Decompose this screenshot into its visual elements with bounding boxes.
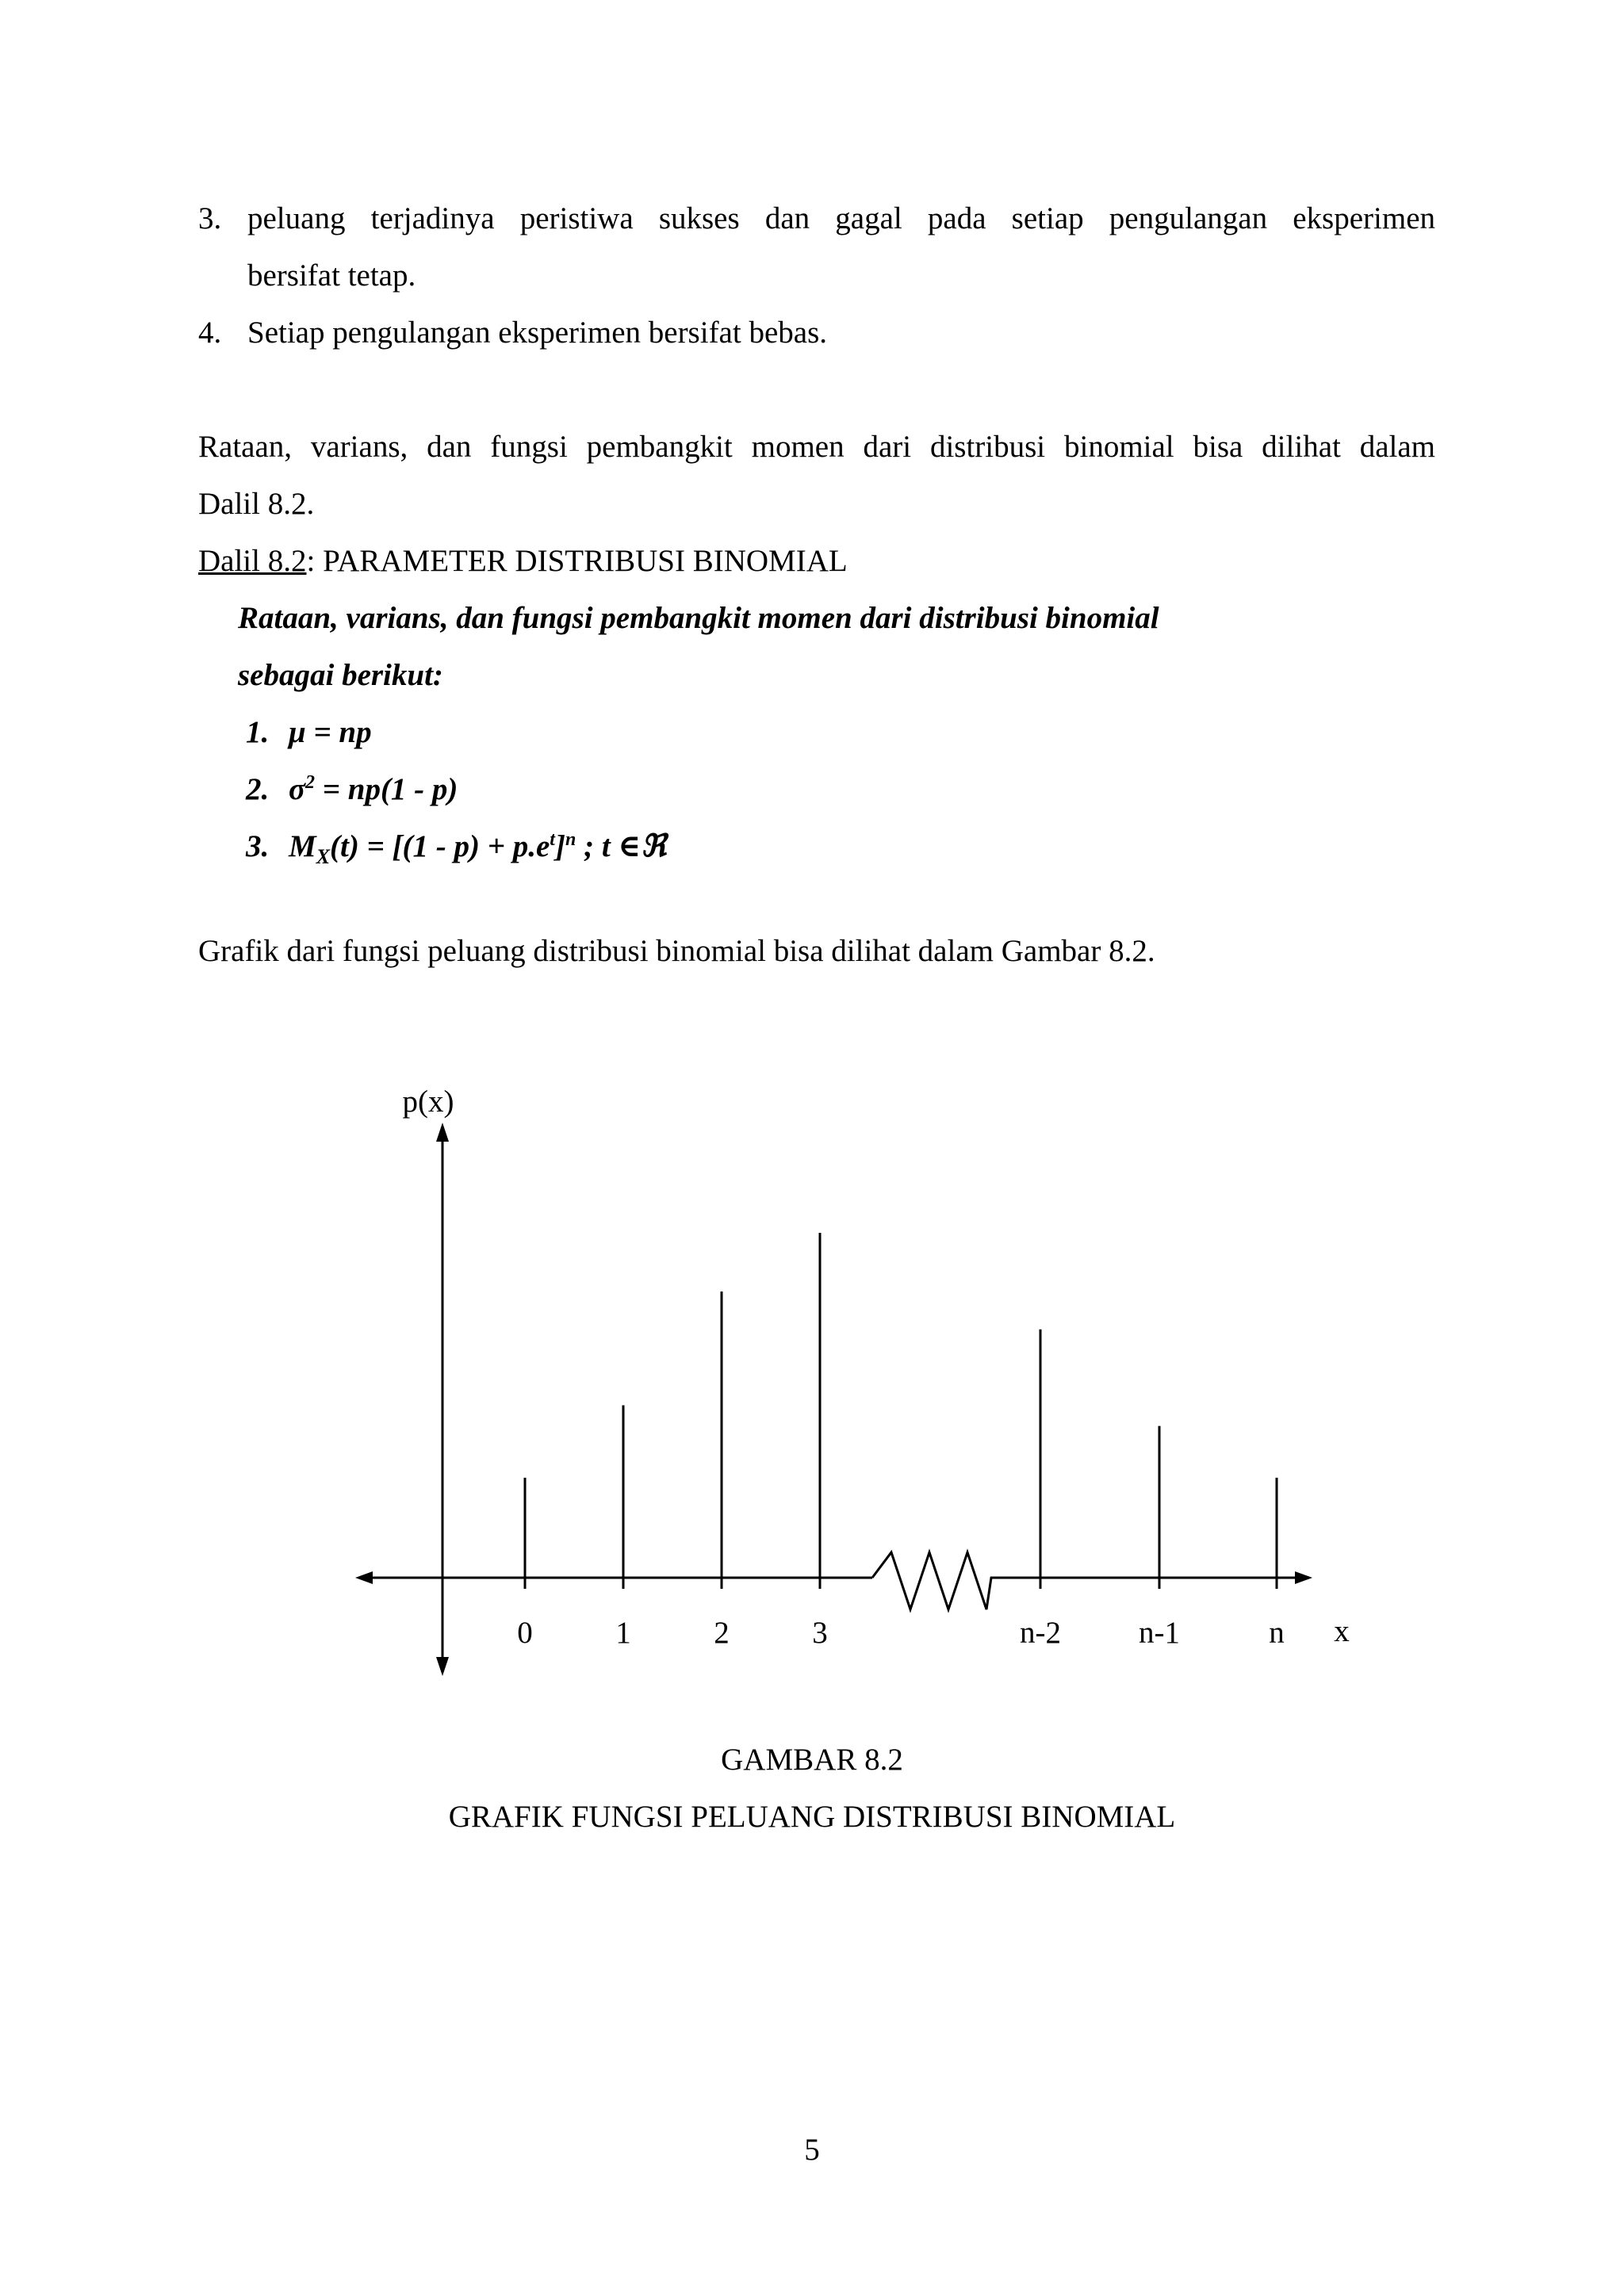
formula-variance [246,761,458,818]
chart-bars [525,1233,1277,1578]
x-tick-label: n [1269,1616,1285,1650]
formula-text: = np(1 - p) [315,772,458,806]
x-axis-label: x [1334,1614,1350,1648]
x-tick-label: n-2 [1020,1616,1061,1650]
subscript: X [316,844,331,868]
sigma-symbol: σ [289,772,306,806]
formula-text: M [289,829,316,863]
paragraph-line: Rataan, varians, dan fungsi pembangkit momen dari distribusi binomial bisa dilihat dalam [198,430,1435,464]
x-tick-label: 0 [517,1616,533,1650]
figure-caption-number: GAMBAR 8.2 [721,1743,903,1777]
formula-number: 2. [246,772,270,806]
binomial-probability-chart [349,1070,1380,1689]
x-tick-label: n-1 [1139,1616,1180,1650]
dalil-reference: Dalil 8.2 [198,544,307,578]
left-arrow-icon [355,1571,373,1584]
exponent: 2 [305,772,316,793]
chart-axes [355,1123,1312,1676]
dalil-statement-line: sebagai berikut: [238,658,443,692]
chart-ticks [517,1578,1285,1650]
exponent: t [550,829,555,850]
axis-break-zigzag [872,1552,1001,1609]
intro-paragraph [198,419,1435,533]
dalil-statement-line: Rataan, varians, dan fungsi pembangkit momen dari distribusi binomial [238,601,1159,635]
formula-text: (t) = [(1 - p) + p.e [330,829,550,863]
down-arrow-icon [436,1657,449,1676]
dalil-statement [238,590,1427,704]
formula-text: ; t ∈ℜ [576,829,667,863]
formula-text: μ = np [289,715,372,749]
dalil-heading [198,533,848,590]
chart-labels [403,1085,1350,1648]
x-tick-label: 2 [714,1616,730,1650]
right-arrow-icon [1295,1571,1312,1584]
list-text: peluang terjadinya peristiwa sukses dan gagal pada setiap pengulangan eksperimen [247,201,1435,235]
formula-number: 3. [246,829,270,863]
list-text: Setiap pengulangan eksperimen bersifat bebas. [247,316,828,350]
dalil-title: : PARAMETER DISTRIBUSI BINOMIAL [306,544,848,578]
page-number: 5 [804,2133,820,2167]
paragraph-line: Grafik dari fungsi peluang distribusi binomial bisa dilihat dalam Gambar 8.2. [198,934,1155,968]
up-arrow-icon [436,1123,449,1142]
x-tick-label: 3 [812,1616,828,1650]
paragraph-line: Dalil 8.2. [198,487,315,521]
formula-number: 1. [246,715,270,749]
exponent: n [565,829,576,850]
x-tick-label: 1 [615,1616,631,1650]
formula-mean [246,704,372,761]
y-axis-label: p(x) [402,1085,454,1119]
graph-reference-sentence [198,923,1435,980]
list-number: 3. [198,201,222,235]
formula-text: ] [554,829,565,863]
figure-caption-title: GRAFIK FUNGSI PELUANG DISTRIBUSI BINOMIAL [448,1800,1176,1834]
formula-mgf [246,818,666,875]
list-number: 4. [198,316,222,350]
list-text: bersifat tetap. [247,258,416,293]
